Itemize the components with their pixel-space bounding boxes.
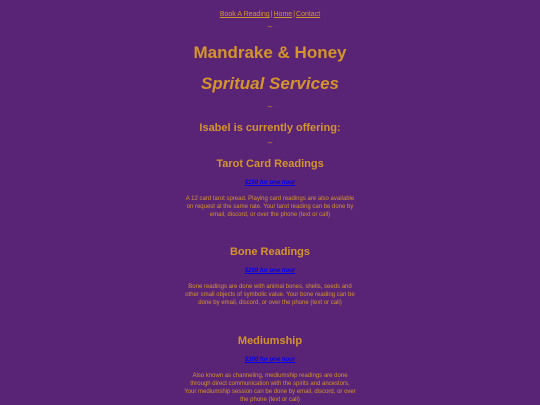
- divider: –: [267, 102, 273, 111]
- service-description: Bone readings are done with animal bones, shells, seeds and other small objects of symbolic value. Your bone reading can be done by email, discord, or over the phone (text or call): [185, 284, 355, 306]
- site-subtitle: Spritual Services: [201, 74, 339, 93]
- service-price-link[interactable]: $200 for one hour: [244, 268, 296, 274]
- nav-separator: |: [293, 11, 296, 18]
- nav-link-book-a-reading[interactable]: Book A Reading: [219, 11, 270, 18]
- service-price-link[interactable]: $150 for one hour: [244, 180, 296, 186]
- top-nav: [0, 10, 540, 19]
- service-tarot: [0, 157, 540, 219]
- offering-heading: Isabel is currently offering:: [199, 122, 341, 134]
- service-bone-readings: [0, 245, 540, 307]
- service-name: Bone Readings: [229, 246, 311, 258]
- service-name: Tarot Card Readings: [216, 158, 324, 170]
- site-title: Mandrake & Honey: [193, 43, 347, 62]
- service-description: Also known as channeling, mediumship readings are done through direct communication with the spirits and ancestors. Your mediumship session can be done by email, discord, or over the phone (text or call): [184, 373, 356, 403]
- divider: –: [267, 22, 273, 31]
- divider: –: [267, 138, 273, 147]
- nav-link-home[interactable]: Home: [273, 11, 293, 18]
- service-mediumship: [0, 334, 540, 404]
- service-name: Mediumship: [237, 335, 303, 347]
- nav-separator: |: [270, 11, 273, 18]
- nav-link-contact[interactable]: Contact: [296, 11, 321, 18]
- service-price-link[interactable]: $300 for one hour: [244, 357, 296, 363]
- service-description: A 12 card tarot spread. Playing card readings are also available on request at the same rate. Your tarot reading can be done by email, discord, or over the phone (text or call): [185, 196, 355, 218]
